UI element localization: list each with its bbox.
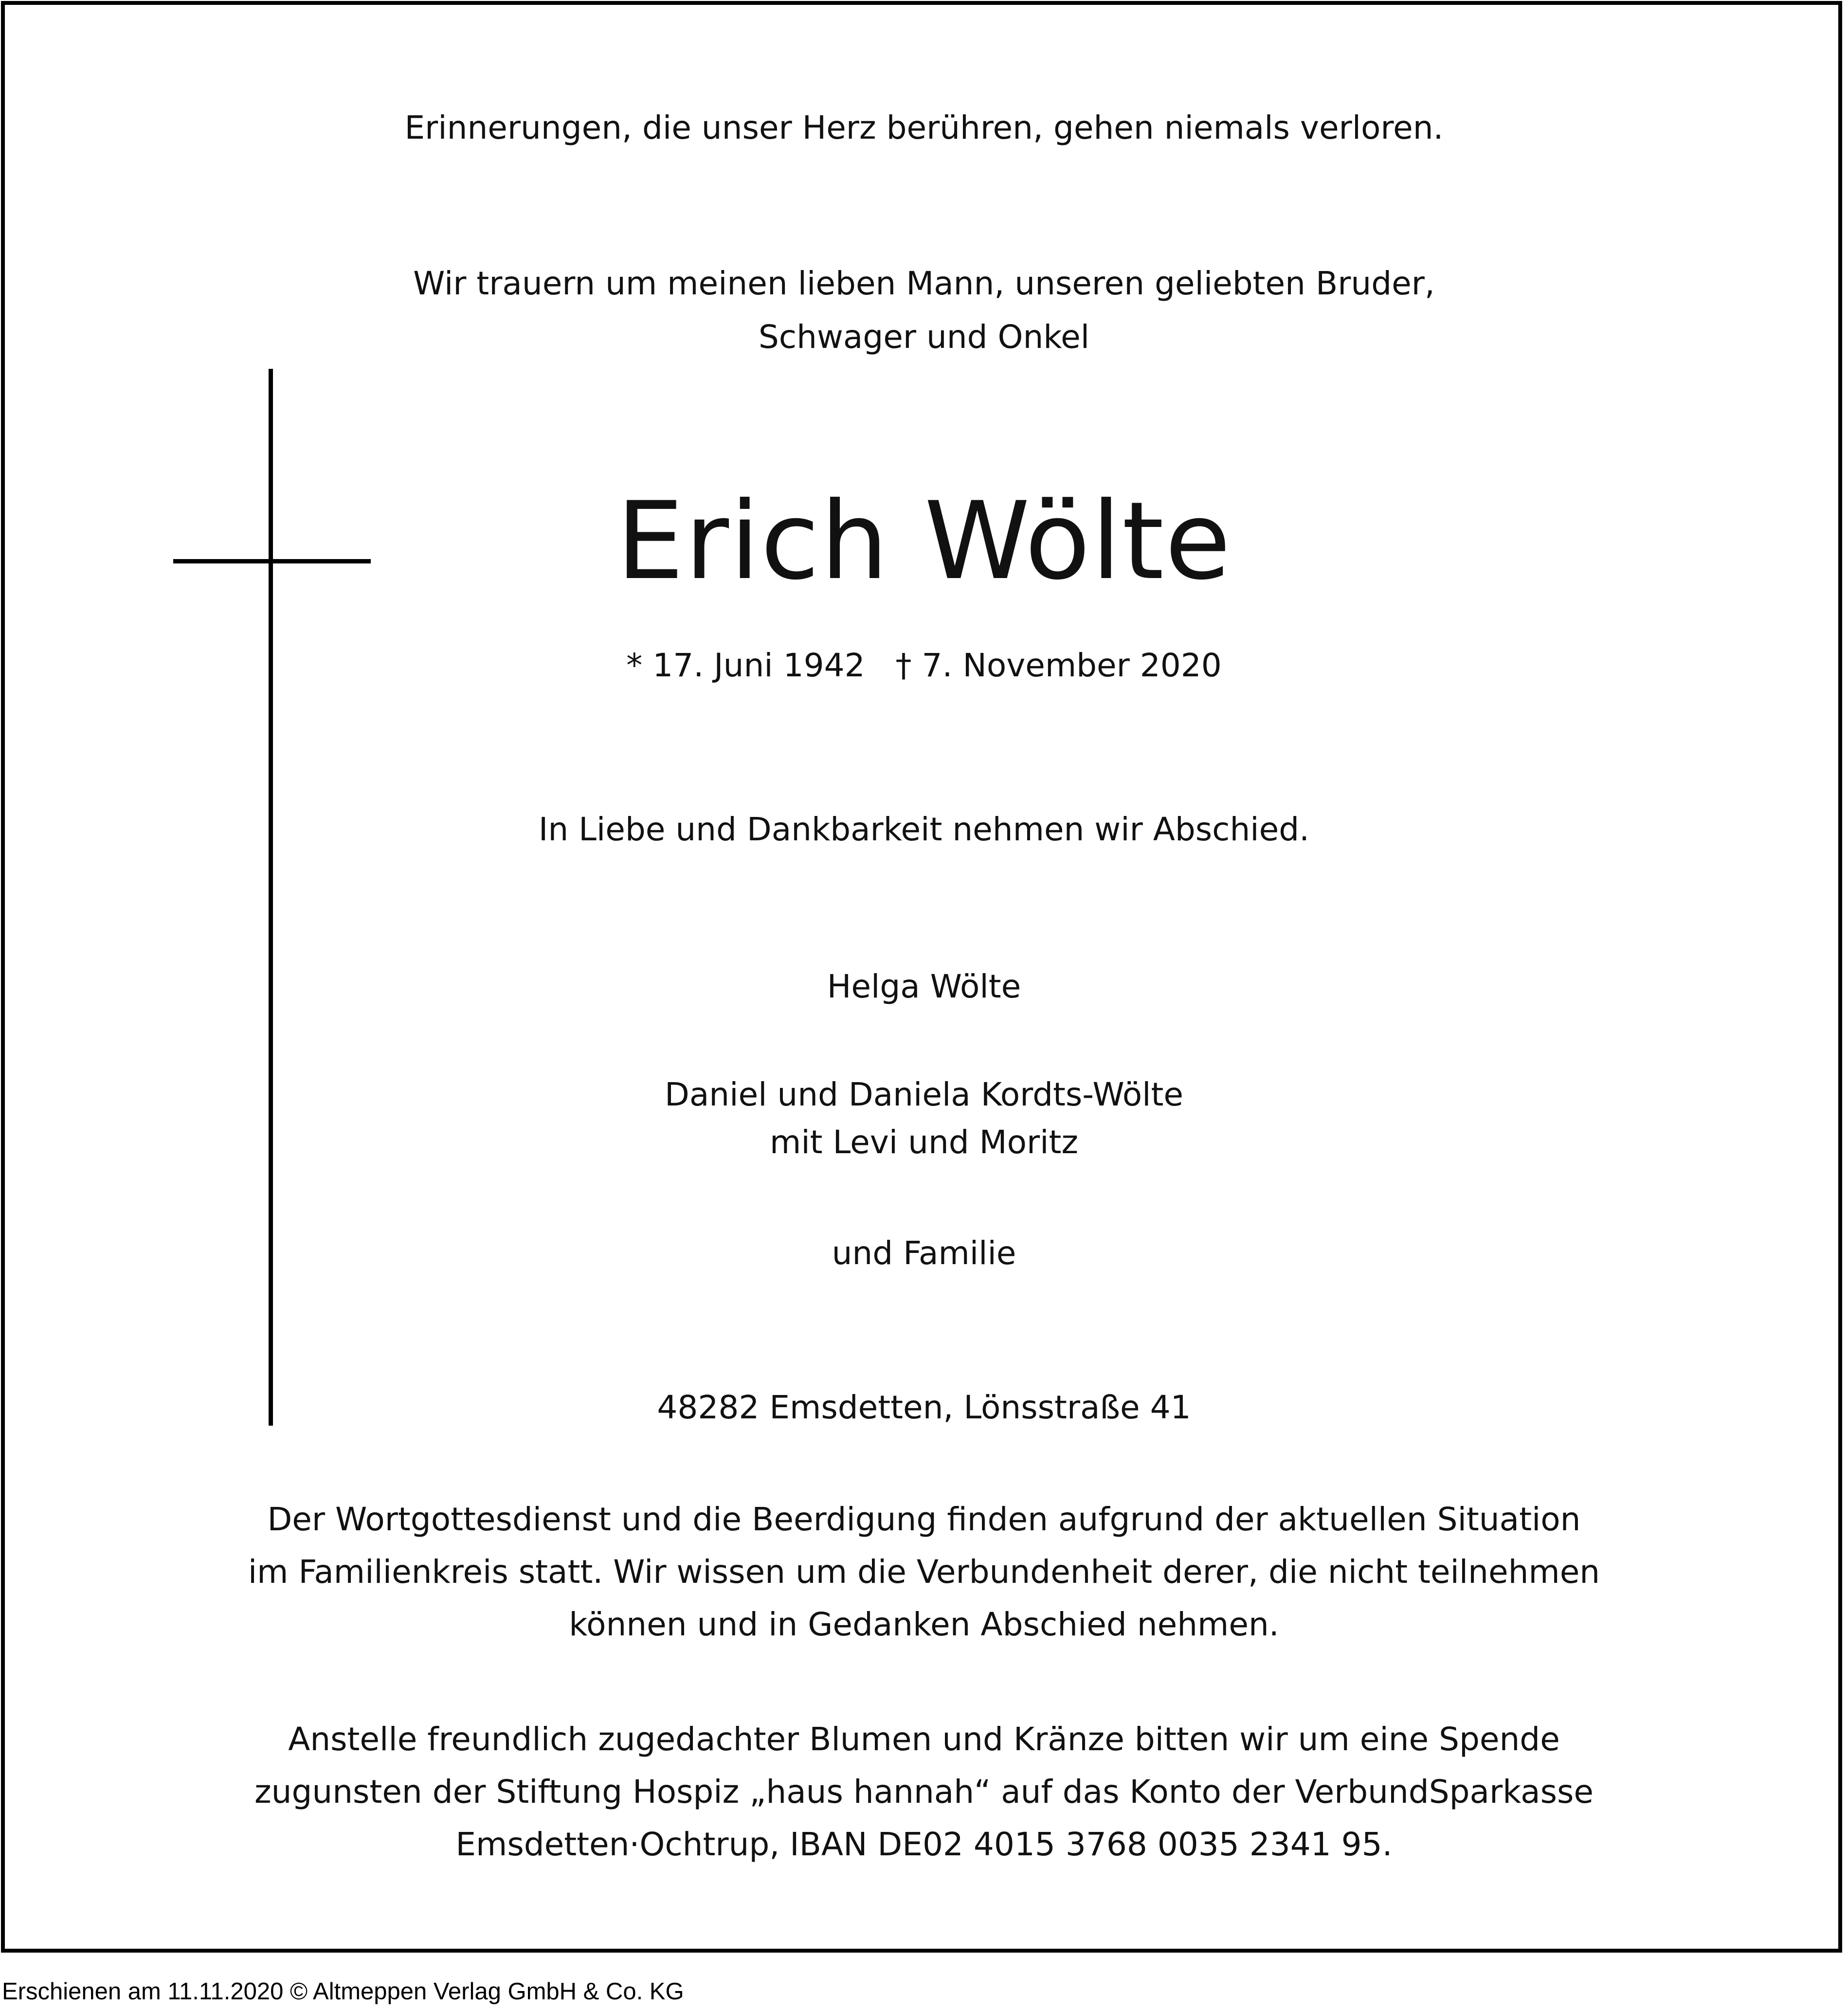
service-line-3: können und in Gedanken Abschied nehmen.: [569, 1606, 1279, 1643]
intro-line-2: Schwager und Onkel: [758, 318, 1090, 356]
service-line-2: im Familienkreis statt. Wir wissen um die Verbundenheit derer, die nicht teilnehmen: [248, 1553, 1600, 1591]
farewell-text: In Liebe und Dankbarkeit nehmen wir Abschied.: [538, 811, 1310, 848]
donation-line-3: Emsdetten·Ochtrup, IBAN DE02 4015 3768 0035 2341 95.: [455, 1826, 1393, 1863]
mourner-2: Daniel und Daniela Kordts-Wölte: [665, 1076, 1183, 1113]
motto-text: Erinnerungen, die unser Herz berühren, gehen niemals verloren.: [404, 109, 1444, 146]
mourner-2-children: mit Levi und Moritz: [770, 1123, 1078, 1161]
publication-footer: Erschienen am 11.11.2020 © Altmeppen Verlag GmbH & Co. KG: [2, 1978, 684, 2005]
service-line-1: Der Wortgottesdienst und die Beerdigung finden aufgrund der aktuellen Situation: [267, 1501, 1581, 1538]
deceased-name: Erich Wölte: [616, 479, 1232, 603]
intro-line-1: Wir trauern um meinen lieben Mann, unseren geliebten Bruder,: [413, 265, 1435, 302]
address-text: 48282 Emsdetten, Lönsstraße 41: [657, 1389, 1191, 1426]
donation-line-1: Anstelle freundlich zugedachter Blumen und Kränze bitten wir um eine Spende: [288, 1721, 1560, 1758]
life-dates: * 17. Juni 1942 † 7. November 2020: [626, 647, 1222, 684]
mourner-family: und Familie: [832, 1234, 1016, 1272]
mourner-1: Helga Wölte: [827, 968, 1021, 1005]
donation-line-2: zugunsten der Stiftung Hospiz „haus hannah“ auf das Konto der VerbundSparkasse: [254, 1773, 1594, 1811]
